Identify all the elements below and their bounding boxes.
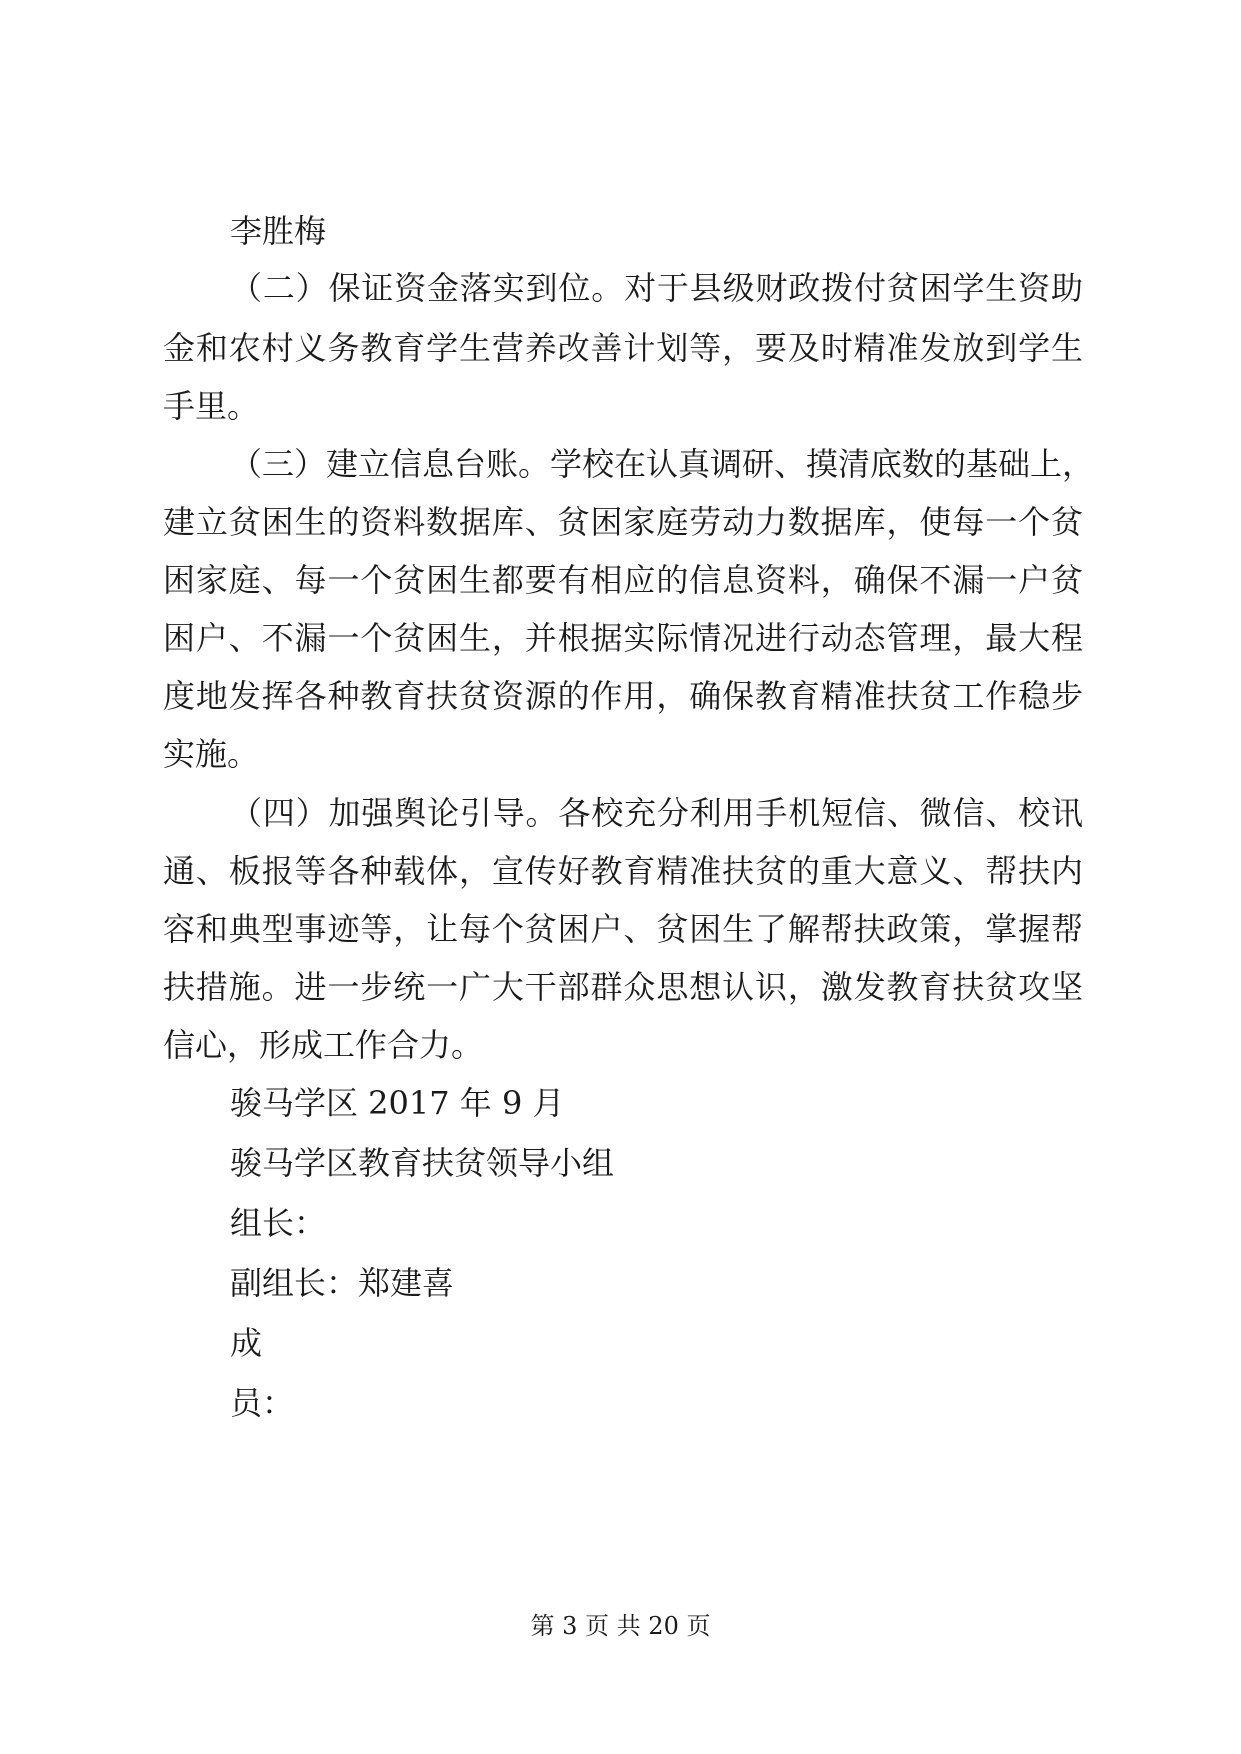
member-label-2: 员： — [230, 1384, 295, 1422]
para4-line-4: 扶措施。进一步统一广大干部群众思想认识，激发教育扶贫攻坚 — [163, 968, 1083, 1006]
page-footer — [0, 1608, 1241, 1644]
signature-name: 李胜梅 — [230, 212, 327, 250]
para3-line-2: 建立贫困生的资料数据库、贫困家庭劳动力数据库，使每一个贫 — [163, 503, 1083, 541]
para3-line-4: 困户、不漏一个贫困生，并根据实际情况进行动态管理，最大程 — [163, 619, 1083, 657]
para4-line-3: 容和典型事迹等，让每个贫困户、贫困生了解帮扶政策，掌握帮 — [163, 910, 1083, 948]
member-label-1: 成 — [230, 1324, 263, 1362]
para2-line-2: 金和农村义务教育学生营养改善计划等，要及时精准发放到学生 — [163, 329, 1083, 367]
para4-line-2: 通、板报等各种载体，宣传好教育精准扶贫的重大意义、帮扶内 — [163, 852, 1083, 890]
para3-line-3: 困家庭、每一个贫困生都要有相应的信息资料，确保不漏一户贫 — [163, 561, 1083, 599]
para2-line-1: （二）保证资金落实到位。对于县级财政拨付贫困学生资助 — [230, 269, 1083, 307]
para4-line-5: 信心，形成工作合力。 — [163, 1026, 484, 1064]
group-title: 骏马学区教育扶贫领导小组 — [230, 1144, 615, 1182]
para4-line-1: （四）加强舆论引导。各校充分利用手机短信、微信、校讯 — [230, 794, 1083, 832]
para3-line-1: （三）建立信息台账。学校在认真调研、摸清底数的基础上， — [230, 445, 1095, 483]
page-number: 第 3 页 共 20 页 — [530, 1612, 711, 1640]
date-line: 骏马学区 2017 年 9 月 — [230, 1084, 565, 1122]
deputy-leader-line: 副组长：郑建喜 — [230, 1264, 455, 1302]
para3-line-5: 度地发挥各种教育扶贫资源的作用，确保教育精准扶贫工作稳步 — [163, 677, 1083, 715]
leader-label: 组长： — [230, 1204, 327, 1242]
para2-line-3: 手里。 — [163, 387, 260, 425]
para3-line-6: 实施。 — [163, 735, 260, 773]
